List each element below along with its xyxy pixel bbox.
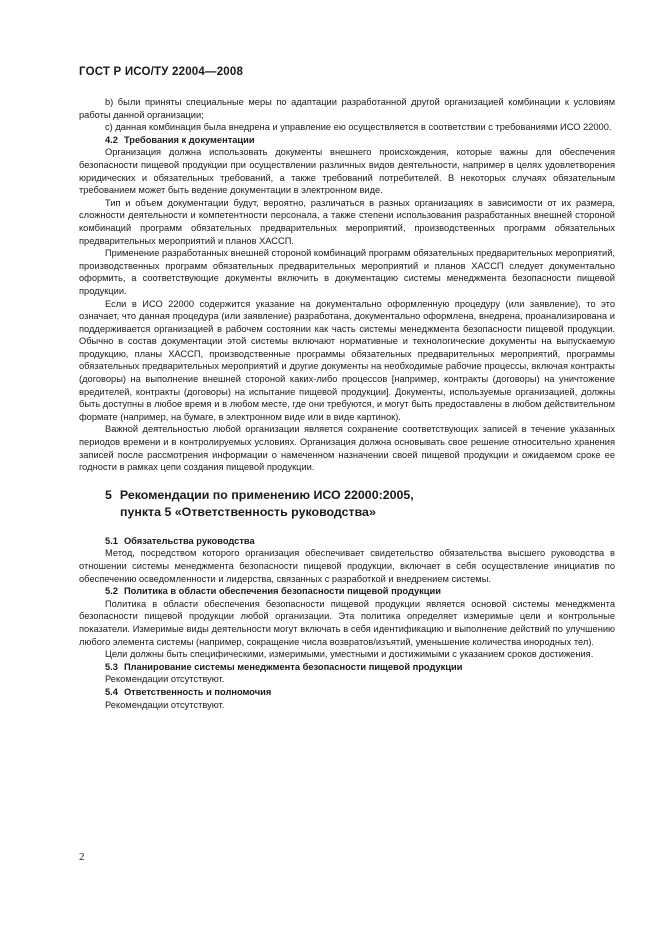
section-number: 5.1 <box>105 535 118 546</box>
paragraph: Цели должны быть специфическими, измеримыми, уместными и достижимыми с указанием сроков достижения. <box>105 649 594 660</box>
page-number: 2 <box>79 851 85 863</box>
paragraph: Применение разработанных внешней стороной комбинаций программ обязательных предварительных мероприятий, производственных программ обязательных предварительных мероприятий и планов ХАССП следует документально оформить, а соответствующие документы включить в документацию системы менеджмента безопасности пищевой продукции. <box>79 248 615 296</box>
document-header: ГОСТ Р ИСО/ТУ 22004—2008 <box>79 66 244 78</box>
section-number: 4.2 <box>105 134 118 145</box>
section-title: Требования к документации <box>123 134 255 145</box>
section-title: Ответственность и полномочия <box>123 686 272 697</box>
paragraph: Рекомендации отсутствуют. <box>105 699 225 710</box>
paragraph: Если в ИСО 22000 содержится указание на документально оформленную процедуру (или заявление), то это означает, что данная процедура (или заявление) разработана, документально оформлена, внедрена, проанализирована и поддерживается организацией в рабочем состоянии как часть системы менеджмента безопасности пищевой продукции. Обычно в состав документации этой системы включают нормативные и технологические документы на выпускаемую продукцию, планы ХАССП, производственные программы обязательных предварительных мероприятий, программы обязательных предварительных мероприятий и другие документы на необходимые рабочие процессы, включая контракты (договоры) на выполнение внешней стороной каких-либо процессов [например, контракты (договоры) на уничтожение вредителей, контракты (договоры) на испытание пищевой продукции]. Документы, используемые организацией, должны быть доступны в любое время и в любом месте, где они требуются, и могут быть предоставлены в любом действительном формате (например, на бумаге, в электронном виде или в виде картинок). <box>79 298 615 422</box>
section-4-2-heading <box>79 134 615 147</box>
paragraph: Политика в области обеспечения безопасности пищевой продукции является основой системы менеджмента безопасности пищевой продукции любой организации. Эта политика определяет измеримые цели и контрольные показатели. Измеримые виды деятельности могут включать в себя идентификацию и выполнение действий по улучшению любого элемента системы (например, сокращение числа возвратов/изъятий, уменьшение количества инородных тел). <box>79 598 615 647</box>
section-number: 5 <box>105 487 112 502</box>
document-body <box>79 96 615 711</box>
paragraph: Тип и объем документации будут, вероятно, различаться в разных организациях в зависимости от их размера, сложности деятельности и компетентности персонала, а также степени использования разработанных внешней стороной комбинаций программ обязательных предварительных мероприятий, производственных программ обязательных предварительных мероприятий и планов ХАССП. <box>79 197 615 246</box>
section-number: 5.4 <box>105 686 118 697</box>
section-5-heading <box>79 487 615 521</box>
section-5-4-heading <box>79 686 615 699</box>
section-title: Политика в области обеспечения безопасности пищевой продукции <box>123 586 441 597</box>
section-title-line1: Рекомендации по применению ИСО 22000:2005, <box>119 487 414 502</box>
section-title: Планирование системы менеджмента безопасности пищевой продукции <box>123 661 463 672</box>
section-number: 5.3 <box>105 661 118 672</box>
paragraph: Рекомендации отсутствуют. <box>105 674 225 685</box>
list-item-b: b) были приняты специальные меры по адаптации разработанной другой организацией комбинации к условиям работы данной организации; <box>79 97 615 120</box>
section-number: 5.2 <box>105 586 118 597</box>
section-5-1-heading <box>79 535 615 548</box>
paragraph: Важной деятельностью любой организации является сохранение соответствующих записей в течение указанных периодов времени и в контролируемых условиях. Организация должна основывать свое решение относительно хранения записей после рассмотрения информации о намеченном назначении своей пищевой продукции и ожидаемом сроке ее годности в рамках цепи создания пищевой продукции. <box>79 424 615 473</box>
section-5-2-heading <box>79 585 615 598</box>
section-5-3-heading <box>79 661 615 674</box>
section-title-line2: пункта 5 «Ответственность руководства» <box>120 504 376 519</box>
list-item-c: c) данная комбинация была внедрена и управление ею осуществляется в соответствии с требованиями ИСО 22000. <box>105 122 612 133</box>
paragraph: Организация должна использовать документы внешнего происхождения, которые важны для обеспечения безопасности пищевой продукции при осуществлении различных видов деятельности, например в целях удовлетворения юридических и обязательных требований, а также требований потребителей. В некоторых случаях обязательным требованием может быть ведение документации в электронном виде. <box>79 147 615 196</box>
section-title: Обязательства руководства <box>123 535 255 546</box>
paragraph: Метод, посредством которого организация обеспечивает свидетельство обязательства высшего руководства в отношении системы менеджмента безопасности пищевой продукции, включает в себя осуществление инициатив по обеспечению осведомленности и лидерства, связанных с разработкой и внедрением системы. <box>79 548 615 584</box>
